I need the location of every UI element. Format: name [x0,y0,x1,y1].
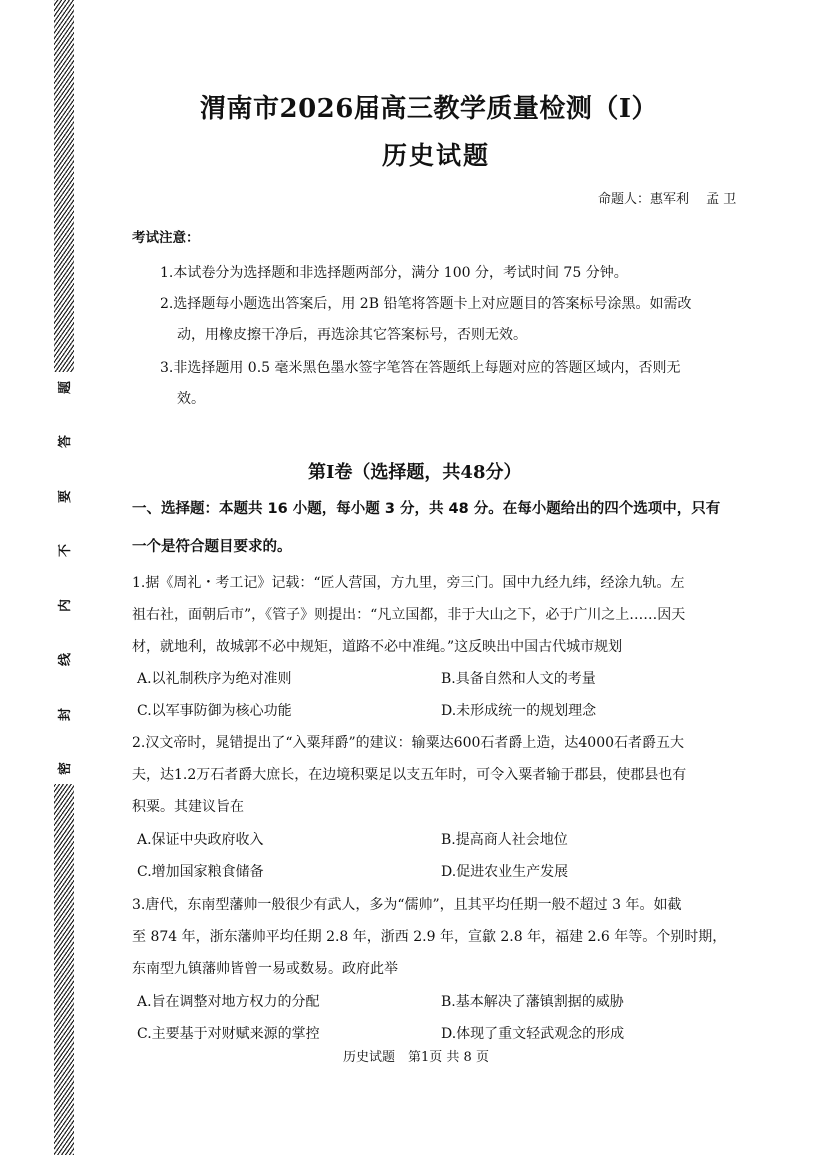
seal-char: 要 [58,489,74,503]
section-title: 第Ⅰ卷（选择题，共48分） [308,462,522,483]
question-2-option-a: A.保证中央政府收入 [137,832,264,848]
seal-char: 封 [58,707,74,721]
exam-subtitle: 历史试题 [382,141,491,170]
question-1-stem: 祖右社，面朝后市”，《管子》则提出：“凡立国都，非于大山之下，必于广川之上……因天 [132,607,686,623]
seal-char: 题 [58,380,74,395]
seal-char: 内 [58,598,74,612]
binding-margin-text [50,378,78,778]
question-2-stem: 积粟。其建议旨在 [132,799,244,815]
question-1-option-a: A.以礼制秩序为绝对准则 [137,671,292,687]
question-1-stem: 1.据《周礼・考工记》记载：“匠人营国，方九里，旁三门。国中九经九纬，经涂九轨。左 [132,575,685,591]
question-3-option-d: D.体现了重文轻武观念的形成 [441,1026,625,1042]
question-3-option-b: B.基本解决了藩镇割据的威胁 [441,994,624,1010]
seal-char: 密 [58,761,74,775]
question-3-option-c: C.主要基于对财赋来源的掌控 [137,1026,320,1042]
seal-char: 不 [58,544,74,558]
question-2-stem: 2.汉文帝时，晁错提出了“入粟拜爵”的建议：输粟达600石者爵上造，达4000石者爵五大 [132,735,685,751]
notice-line: 效。 [177,391,205,407]
section-instruction: 一个是符合题目要求的。 [132,539,292,555]
exam-title: 渭南市2026届高三教学质量检测（Ⅰ） [200,94,659,124]
question-3-option-a: A.旨在调整对地方权力的分配 [137,994,320,1010]
notice-line: 1.本试卷分为选择题和非选择题两部分，满分 100 分，考试时间 75 分钟。 [160,265,628,281]
question-2-option-d: D.促进农业生产发展 [441,864,569,880]
notice-line: 2.选择题每小题选出答案后，用 2B 铅笔将答题卡上对应题目的答案标号涂黑。如需改 [160,296,692,312]
question-2-option-c: C.增加国家粮食储备 [137,864,264,880]
notice-line: 动，用橡皮擦干净后，再选涂其它答案标号，否则无效。 [177,327,527,343]
section-instruction: 一、选择题：本题共 16 小题，每小题 3 分，共 48 分。在每小题给出的四个选项中，只有 [132,501,721,517]
question-2-option-b: B.提高商人社会地位 [441,832,568,848]
notice-heading: 考试注意： [132,230,200,246]
seal-char: 线 [58,653,74,667]
question-3-stem: 3.唐代，东南型藩帅一般很少有武人，多为“儒帅”，且其平均任期一般不超过 3 年。如截 [132,897,682,913]
notice-line: 3.非选择题用 0.5 毫米黑色墨水签字笔答在答题纸上每题对应的答题区域内，否则无 [160,360,681,376]
question-1-stem: 材，就地利，故城郭不必中规矩，道路不必中准绳。”这反映出中国古代城市规划 [132,639,623,655]
question-3-stem: 东南型九镇藩帅皆曾一易或数易。政府此举 [132,961,398,977]
seal-char: 答 [58,435,74,449]
question-1-option-d: D.未形成统一的规划理念 [441,703,597,719]
question-2-stem: 夫，达1.2万石者爵大庶长，在边境积粟足以支五年时，可令入粟者输于郡县，使郡县也有 [132,767,687,783]
page-footer: 历史试题 第1页 共 8 页 [343,1050,489,1065]
question-3-stem: 至 874 年，浙东藩帅平均任期 2.8 年，浙西 2.9 年，宣歙 2.8 年，福建 2.6 年等。个别时期， [132,929,727,945]
question-1-option-b: B.具备自然和人文的考量 [441,671,596,687]
author-line: 命题人：惠军利 孟 卫 [598,192,737,207]
question-1-option-c: C.以军事防御为核心功能 [137,703,292,719]
